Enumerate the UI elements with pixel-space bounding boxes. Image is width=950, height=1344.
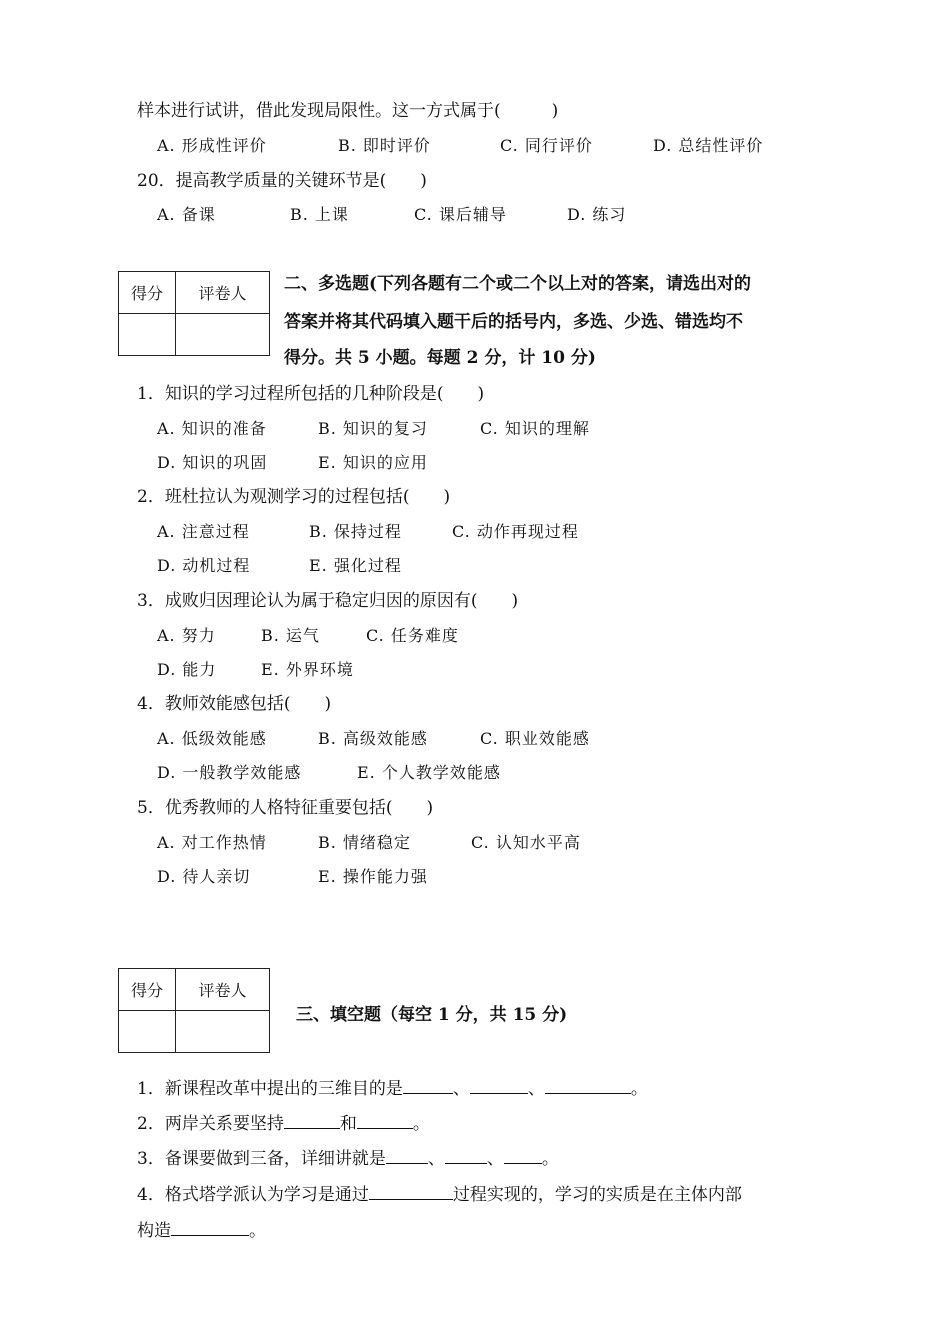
s2-q4-option-a: A. 低级效能感 (157, 729, 267, 748)
s3-q3-blank-2[interactable] (445, 1145, 487, 1164)
s3-q1-blank-1[interactable] (403, 1075, 453, 1094)
grader-cell (176, 314, 270, 356)
s3-q3-blank-1[interactable] (386, 1145, 428, 1164)
s3-q2 (137, 1110, 430, 1135)
s3-q1-prefix: 1．新课程改革中提出的三维目的是 (137, 1079, 403, 1099)
q19-option-d: D. 总结性评价 (653, 136, 764, 155)
q20-option-d: D. 练习 (567, 205, 627, 224)
s3-q1-blank-3[interactable] (545, 1075, 631, 1094)
s2-q1-text: 1．知识的学习过程所包括的几种阶段是( ) (137, 384, 485, 404)
s3-q2-mid: 和 (339, 1114, 357, 1134)
s3-q1 (137, 1075, 648, 1100)
s2-q1-option-e: E. 知识的应用 (318, 453, 428, 472)
grader-header: 评卷人 (176, 969, 270, 1011)
s2-q4-option-d: D. 一般教学效能感 (157, 763, 302, 782)
s2-q1-option-c: C. 知识的理解 (480, 419, 590, 438)
s3-q4-line2-prefix: 构造 (137, 1221, 171, 1241)
s3-q2-end: 。 (412, 1114, 430, 1134)
s2-q5-option-d: D. 待人亲切 (157, 867, 251, 886)
grader-header: 评卷人 (176, 272, 270, 314)
s2-q3-option-a: A. 努力 (157, 626, 216, 645)
s2-q1-option-d: D. 知识的巩固 (157, 453, 268, 472)
s3-q1-blank-2[interactable] (470, 1075, 528, 1094)
s2-q5-option-e: E. 操作能力强 (318, 867, 428, 886)
s2-q2-option-b: B. 保持过程 (309, 522, 402, 541)
section2-heading-line2: 答案并将其代码填入题干后的括号内，多选、少选、错选均不 (284, 312, 743, 332)
s2-q4-option-e: E. 个人教学效能感 (357, 763, 501, 782)
s3-q4-end: 。 (249, 1221, 266, 1241)
s3-q3-sep-2: 、 (486, 1149, 504, 1169)
s3-q4-blank-1[interactable] (369, 1181, 453, 1200)
s3-q3 (137, 1145, 559, 1170)
s2-q3-option-e: E. 外界环境 (261, 660, 354, 679)
s2-q4-text: 4．教师效能感包括( ) (137, 694, 332, 714)
s3-q2-prefix: 2．两岸关系要坚持 (137, 1114, 284, 1134)
grader-cell (176, 1011, 270, 1053)
s3-q4-blank-2[interactable] (171, 1217, 249, 1236)
score-cell (119, 314, 176, 356)
score-cell (119, 1011, 176, 1053)
q19-option-b: B. 即时评价 (338, 136, 431, 155)
s3-q4-line1 (137, 1181, 742, 1206)
q19-tail-text: 样本进行试讲，借此发现局限性。这一方式属于( ) (137, 101, 559, 121)
s2-q2-text: 2．班杜拉认为观测学习的过程包括( ) (137, 487, 451, 507)
s3-q1-end: 。 (630, 1079, 648, 1099)
s3-q1-sep-1: 、 (452, 1079, 470, 1099)
s2-q5-option-a: A. 对工作热情 (157, 833, 267, 852)
s2-q1-option-b: B. 知识的复习 (318, 419, 428, 438)
q19-option-a: A. 形成性评价 (157, 136, 267, 155)
q20-option-a: A. 备课 (157, 205, 216, 224)
score-header: 得分 (119, 969, 176, 1011)
s3-q3-prefix: 3．备课要做到三备，详细讲就是 (137, 1149, 386, 1169)
s3-q4-line2 (137, 1217, 266, 1242)
s2-q1-option-a: A. 知识的准备 (157, 419, 267, 438)
s2-q3-option-b: B. 运气 (261, 626, 320, 645)
s3-q2-blank-2[interactable] (357, 1110, 413, 1129)
s2-q2-option-c: C. 动作再现过程 (452, 522, 579, 541)
s2-q2-option-d: D. 动机过程 (157, 556, 251, 575)
s2-q5-option-c: C. 认知水平高 (471, 833, 581, 852)
s2-q4-option-b: B. 高级效能感 (318, 729, 428, 748)
s2-q5-text: 5．优秀教师的人格特征重要包括( ) (137, 798, 434, 818)
s3-q1-sep-2: 、 (527, 1079, 545, 1099)
section2-heading-line1: 二、多选题(下列各题有二个或二个以上对的答案，请选出对的 (284, 274, 752, 294)
section2-score-table (118, 271, 270, 356)
s3-q2-blank-1[interactable] (284, 1110, 340, 1129)
s3-q3-sep-1: 、 (427, 1149, 445, 1169)
q19-option-c: C. 同行评价 (500, 136, 593, 155)
s2-q2-option-a: A. 注意过程 (157, 522, 250, 541)
s3-q3-blank-3[interactable] (504, 1145, 542, 1164)
s2-q3-text: 3．成败归因理论认为属于稳定归因的原因有( ) (137, 591, 519, 611)
section2-heading-line3: 得分。共 5 小题。每题 2 分，计 10 分) (284, 348, 596, 368)
q20-text: 20．提高教学质量的关键环节是( ) (137, 171, 427, 191)
s2-q3-option-c: C. 任务难度 (366, 626, 459, 645)
section3-score-table (118, 968, 270, 1053)
s2-q3-option-d: D. 能力 (157, 660, 217, 679)
q20-option-b: B. 上课 (290, 205, 349, 224)
s2-q5-option-b: B. 情绪稳定 (318, 833, 411, 852)
s2-q4-option-c: C. 职业效能感 (480, 729, 590, 748)
section3-heading: 三、填空题（每空 1 分，共 15 分) (296, 1005, 568, 1025)
s3-q4-prefix: 4．格式塔学派认为学习是通过 (137, 1185, 369, 1205)
s2-q2-option-e: E. 强化过程 (309, 556, 402, 575)
score-header: 得分 (119, 272, 176, 314)
s3-q3-end: 。 (541, 1149, 559, 1169)
q20-option-c: C. 课后辅导 (414, 205, 507, 224)
s3-q4-mid: 过程实现的，学习的实质是在主体内部 (452, 1185, 742, 1205)
